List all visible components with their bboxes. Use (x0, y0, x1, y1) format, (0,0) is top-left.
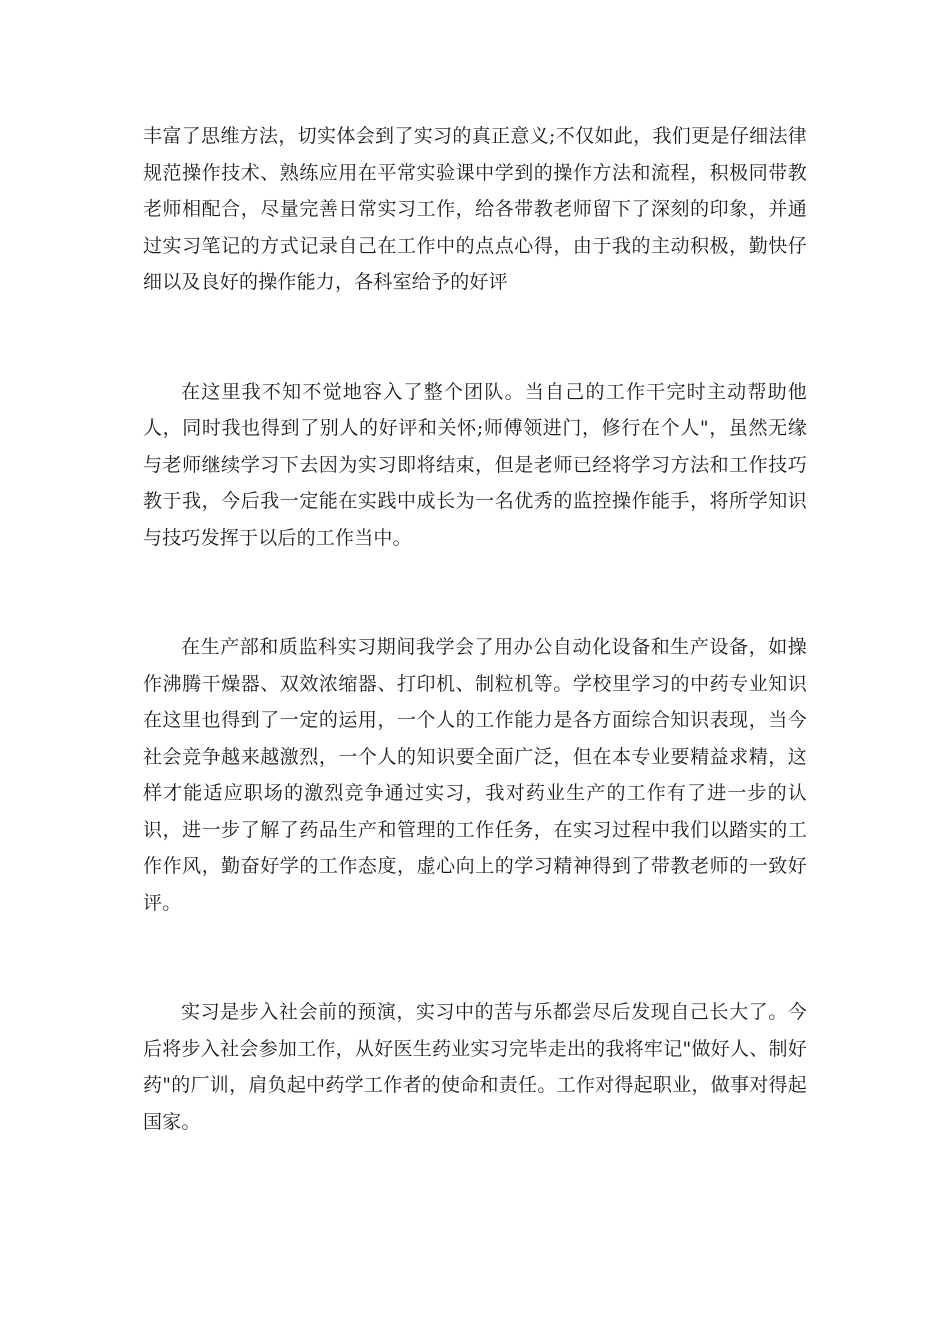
paragraph-gap (143, 921, 807, 994)
paragraph-2: 在这里我不知不觉地容入了整个团队。当自己的工作干完时主动帮助他人，同时我也得到了别人的好评和关怀;师傅领进门，修行在个人"，虽然无缘与老师继续学习下去因为实习即将结束，但是老师已经将学习方法和工作技巧教于我，今后我一定能在实践中成长为一名优秀的监控操作能手，将所学知识与技巧发挥于以后的工作当中。 (143, 380, 807, 549)
document-body (143, 118, 807, 1140)
paragraph-3: 在生产部和质监科实习期间我学会了用办公自动化设备和生产设备，如操作沸腾干燥器、双效浓缩器、打印机、制粒机等。学校里学习的中药专业知识在这里也得到了一定的运用，一个人的工作能力是各方面综合知识表现，当今社会竞争越来越激烈，一个人的知识要全面广泛，但在本专业要精益求精，这样才能适应职场的激烈竞争通过实习，我对药业生产的工作有了进一步的认识，进一步了解了药品生产和管理的工作任务，在实习过程中我们以踏实的工作作风，勤奋好学的工作态度，虚心向上的学习精神得到了带教老师的一致好评。 (143, 636, 807, 914)
paragraph-1: 丰富了思维方法，切实体会到了实习的真正意义;不仅如此，我们更是仔细法律规范操作技术、熟练应用在平常实验课中学到的操作方法和流程，积极同带教老师相配合，尽量完善日常实习工作，给各带教老师留下了深刻的印象，并通过实习笔记的方式记录自己在工作中的点点心得，由于我的主动积极，勤快仔细以及良好的操作能力，各科室给予的好评 (143, 125, 807, 293)
paragraph-gap (143, 301, 807, 374)
paragraph-gap (143, 556, 807, 629)
paragraph-4: 实习是步入社会前的预演，实习中的苦与乐都尝尽后发现自己长大了。今后将步入社会参加工作，从好医生药业实习完毕走出的我将牢记"做好人、制好药"的厂训，肩负起中药学工作者的使命和责任。工作对得起职业，做事对得起国家。 (143, 1001, 807, 1133)
